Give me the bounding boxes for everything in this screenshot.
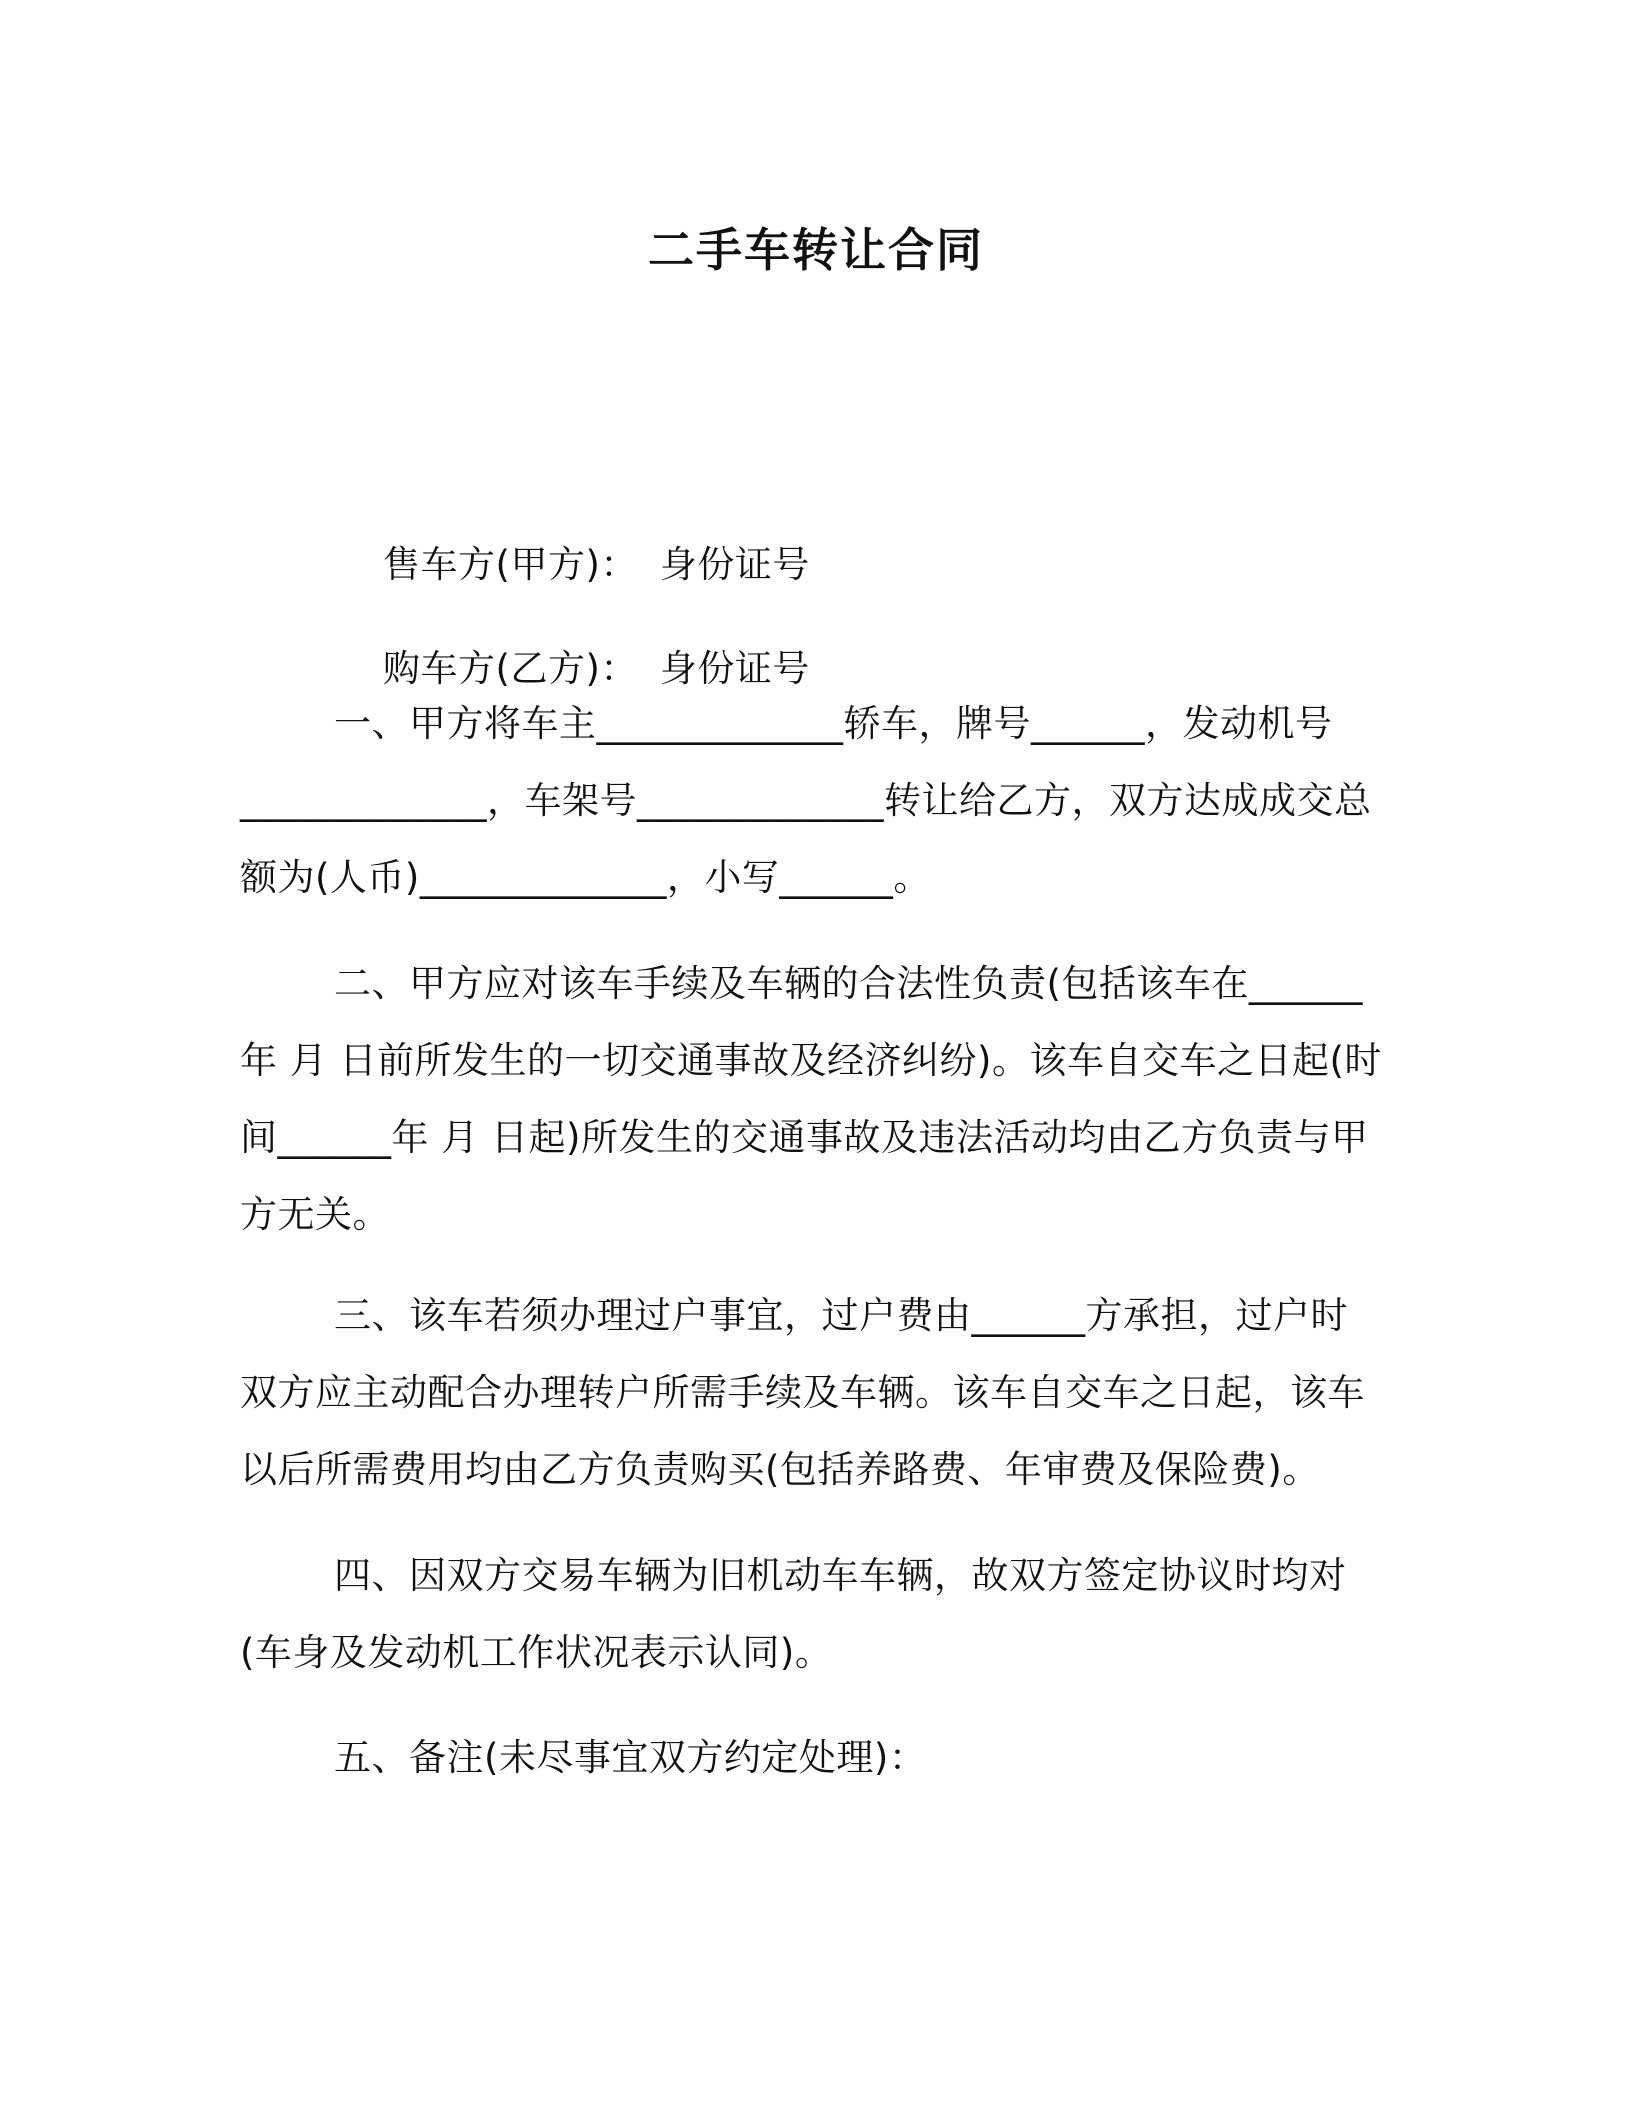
- clause-4-line: (车身及发动机工作状况表示认同)。: [240, 1631, 833, 1674]
- buyer-id-label: 身份证号: [659, 647, 810, 690]
- buyer-label: 购车方(乙方)：: [383, 647, 638, 690]
- clause-2-line: 间______年 月 日起)所发生的交通事故及违法活动均由乙方负责与甲: [240, 1116, 1369, 1159]
- clause-2-line: 二、甲方应对该车手续及车辆的合法性负责(包括该车在______: [334, 962, 1363, 1005]
- clause-1-line: _____________，车架号_____________转让给乙方，双方达成成交总: [240, 779, 1372, 822]
- seller-id-label: 身份证号: [659, 543, 810, 586]
- clause-3-line: 双方应主动配合办理转户所需手续及车辆。该车自交车之日起，该车: [240, 1371, 1365, 1414]
- clause-2-line: 方无关。: [240, 1193, 390, 1236]
- clause-3-line: 三、该车若须办理过户事宜，过户费由______方承担，过户时: [334, 1294, 1348, 1337]
- document-title: 二手车转让合同: [648, 223, 984, 277]
- clause-2-line: 年 月 日前所发生的一切交通事故及经济纠纷)。该车自交车之日起(时: [240, 1039, 1382, 1082]
- clause-1-line: 一、甲方将车主_____________轿车，牌号______，发动机号: [334, 702, 1333, 745]
- clause-3-line: 以后所需费用均由乙方负责购买(包括养路费、年审费及保险费)。: [240, 1448, 1320, 1491]
- clause-4-line: 四、因双方交易车辆为旧机动车车辆，故双方签定协议时均对: [334, 1554, 1347, 1597]
- seller-label: 售车方(甲方)：: [383, 543, 638, 586]
- clause-5-line: 五、备注(未尽事宜双方约定处理)：: [334, 1736, 927, 1779]
- clause-1-line: 额为(人币)_____________，小写______。: [240, 856, 931, 899]
